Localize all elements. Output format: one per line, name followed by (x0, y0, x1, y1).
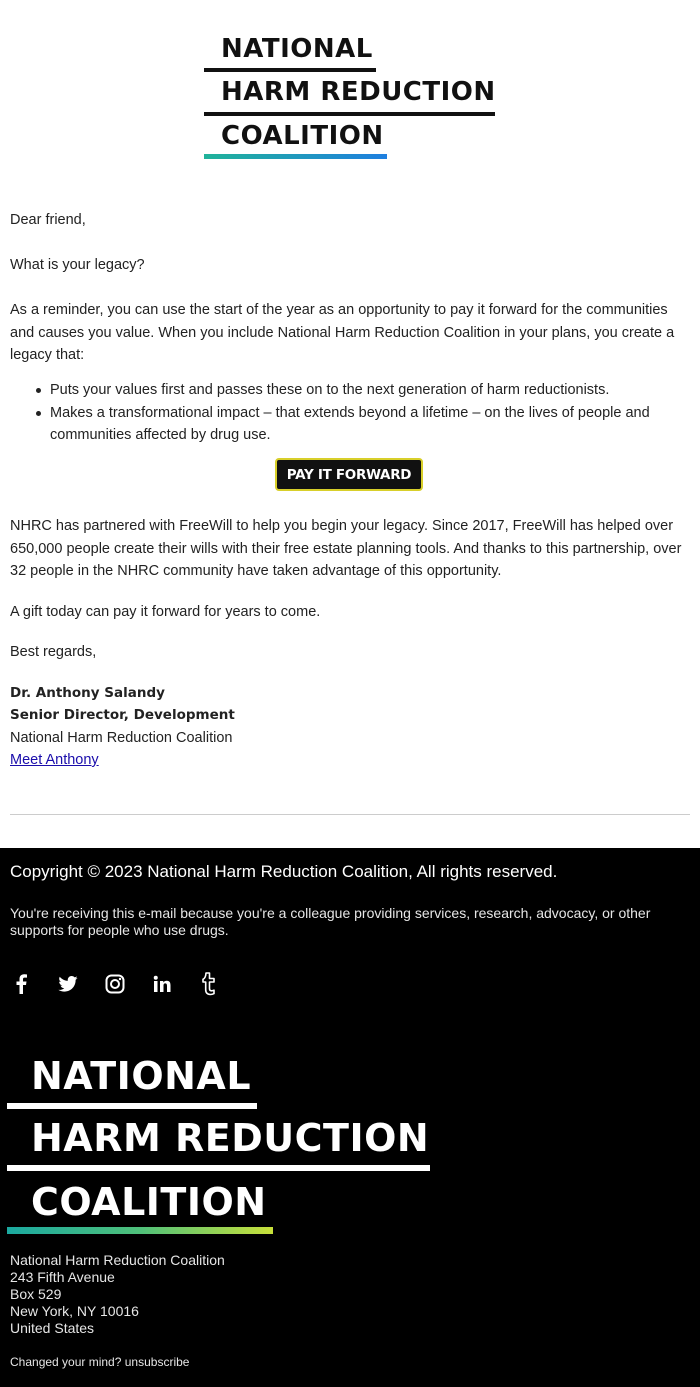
instagram-icon[interactable] (102, 972, 128, 996)
greeting: Dear friend, (10, 212, 86, 228)
logo-line-harm-reduction: HARM REDUCTION (221, 77, 496, 107)
mailing-address (10, 1252, 225, 1337)
unsubscribe-prefix: Changed your mind? (10, 1355, 122, 1369)
logo-gradient-bar (204, 154, 387, 159)
footer-logo (7, 1048, 437, 1238)
unsubscribe-line (10, 1355, 189, 1369)
logo-bar (204, 112, 495, 116)
logo-bar (204, 68, 376, 72)
logo-line-national: NATIONAL (221, 34, 373, 64)
subscription-notice: You're receiving this e-mail because you're a colleague providing services, research, advocacy, or other supports for people who use drugs. (10, 905, 651, 938)
address-country: United States (10, 1320, 95, 1336)
signature-name: Dr. Anthony Salandy (10, 685, 165, 701)
legacy-question: What is your legacy? (10, 257, 145, 273)
list-item: Makes a transformational impact – that extends beyond a lifetime – on the lives of people and communities affected by drug use. (50, 402, 680, 447)
logo-bar (7, 1165, 430, 1171)
logo-gradient-bar (7, 1227, 273, 1234)
legacy-bullet-list (50, 379, 680, 447)
pay-it-forward-button[interactable]: PAY IT FORWARD (275, 458, 423, 491)
signature-organization: National Harm Reduction Coalition (10, 730, 233, 746)
copyright-text: Copyright © 2023 National Harm Reduction Coalition, All rights reserved. (10, 862, 558, 881)
intro-paragraph: As a reminder, you can use the start of the year as an opportunity to pay it forward for the communities and causes you value. When you include National Harm Reduction Coalition in your plans, you create a legacy that: (10, 302, 675, 363)
facebook-icon[interactable] (8, 972, 34, 996)
footer (0, 848, 700, 1387)
address-org: National Harm Reduction Coalition (10, 1252, 225, 1268)
address-box: Box 529 (10, 1286, 62, 1302)
logo-bar (7, 1103, 257, 1109)
logo-line-coalition: COALITION (221, 121, 384, 151)
gift-paragraph: A gift today can pay it forward for years to come. (10, 604, 321, 620)
freewill-paragraph: NHRC has partnered with FreeWill to help you begin your legacy. Since 2017, FreeWill has helped over 650,000 people create their wills with their free estate planning tools. And thanks to this partnership, over 32 people in the NHRC community have taken advantage of this opportunity. (10, 518, 682, 579)
divider (10, 814, 690, 815)
logo-line-national: NATIONAL (31, 1054, 252, 1098)
address-street: 243 Fifth Avenue (10, 1269, 115, 1285)
signature-title: Senior Director, Development (10, 707, 235, 723)
meet-anthony-link[interactable]: Meet Anthony (10, 752, 99, 768)
address-city: New York, NY 10016 (10, 1303, 139, 1319)
social-links (8, 972, 243, 996)
twitter-icon[interactable] (55, 972, 81, 996)
tumblr-icon[interactable] (196, 972, 222, 996)
linkedin-icon[interactable] (149, 972, 175, 996)
logo-line-coalition: COALITION (31, 1180, 267, 1224)
header-logo (204, 30, 500, 162)
logo-line-harm-reduction: HARM REDUCTION (31, 1116, 430, 1160)
sign-off: Best regards, (10, 644, 97, 660)
list-item: Puts your values first and passes these on to the next generation of harm reductionists. (50, 379, 680, 402)
unsubscribe-link[interactable]: unsubscribe (124, 1355, 190, 1369)
